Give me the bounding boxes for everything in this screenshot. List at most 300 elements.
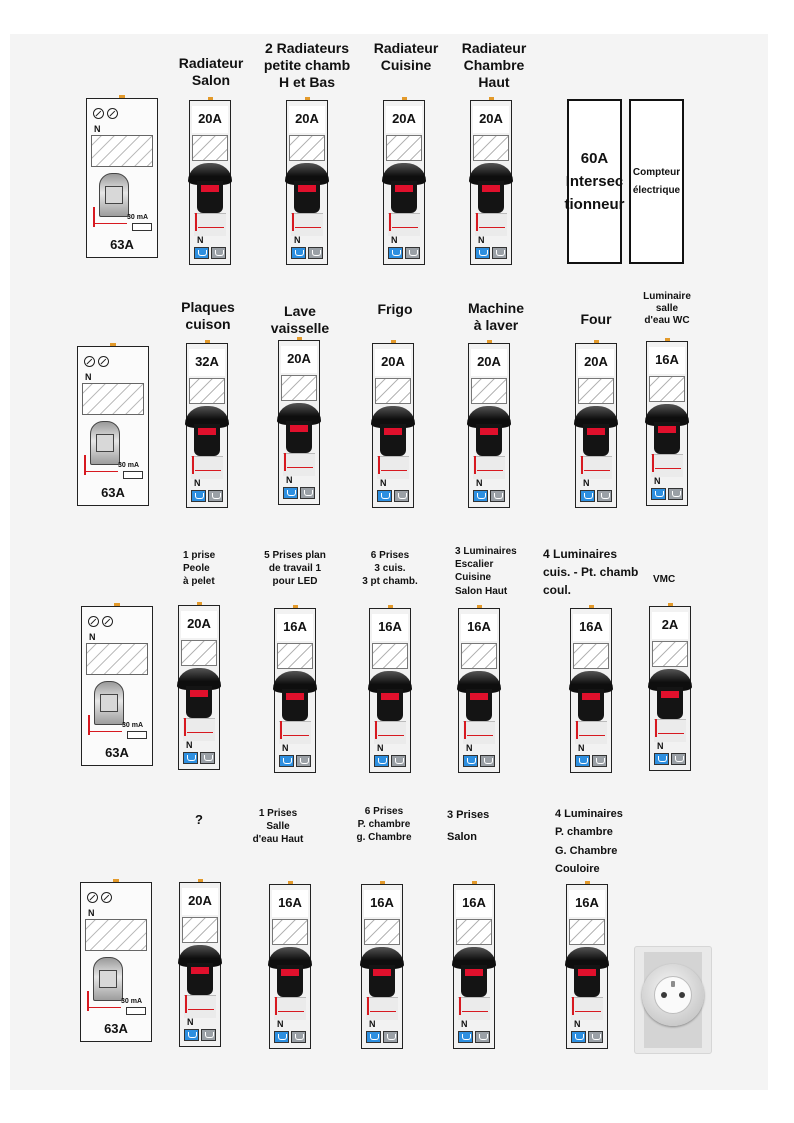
- differential-rating: 63A: [104, 1021, 128, 1036]
- clip: [391, 340, 396, 343]
- neutral-mark: N: [461, 1019, 468, 1029]
- differential-breaker-row1: [86, 98, 158, 258]
- brand-mark: [278, 1011, 304, 1012]
- brand-mark: [584, 470, 610, 471]
- clip: [380, 881, 385, 884]
- neutral-mark: N: [654, 476, 661, 486]
- sensitivity-label: 30 mA: [127, 214, 149, 221]
- trip-indicator: [201, 185, 219, 192]
- terminal-icon: [291, 247, 306, 259]
- red-mark: [284, 453, 286, 471]
- clip: [113, 879, 119, 882]
- window: [471, 378, 507, 404]
- sensitivity-label: 30 mA: [118, 462, 140, 469]
- terminal-icon: [388, 247, 403, 259]
- circuit-label: Frigo: [377, 301, 413, 317]
- circuit-label: Radiateur Chambre Haut: [461, 40, 527, 90]
- red-mark: [184, 718, 186, 736]
- breaker-body: [571, 997, 603, 1020]
- neutral-mark: N: [578, 743, 585, 753]
- sensitivity-label: 30 mA: [122, 722, 144, 729]
- red-mark: [581, 456, 583, 474]
- trip-indicator: [582, 693, 600, 700]
- breaker-rating: 16A: [272, 890, 308, 917]
- clip: [119, 95, 125, 98]
- trip-indicator: [198, 428, 216, 435]
- window: [182, 917, 218, 943]
- terminal-icon: [580, 490, 595, 502]
- window: [473, 135, 509, 161]
- clip: [110, 343, 116, 346]
- terminal-icon: [458, 1031, 473, 1043]
- screw-icon: [101, 892, 112, 903]
- window: [277, 643, 313, 669]
- clip: [388, 605, 393, 608]
- window: [372, 643, 408, 669]
- circuit-label: 3 Luminaires Escalier Cuisine Salon Haut: [455, 546, 517, 597]
- circuit-breaker: [566, 884, 608, 1049]
- red-mark: [375, 721, 377, 739]
- circuit-label: 4 Luminaires P. chambre G. Chambre Couloire: [555, 808, 623, 876]
- terminal-icon: [191, 490, 206, 502]
- circuit-label: 6 Prises 3 cuis. 3 pt chamb.: [362, 550, 418, 588]
- brand-mark: [198, 227, 224, 228]
- breaker-body: [184, 995, 216, 1018]
- breaker-rating: 20A: [192, 106, 228, 133]
- red-mark: [476, 213, 478, 231]
- red-mark: [192, 456, 194, 474]
- brand-mark: [95, 219, 127, 224]
- clip: [293, 605, 298, 608]
- brand-mark: [195, 470, 221, 471]
- neutral-mark: N: [583, 478, 590, 488]
- screw-icon: [93, 108, 104, 119]
- red-mark: [93, 207, 95, 227]
- red-mark: [275, 997, 277, 1015]
- breaker-body: [580, 456, 612, 479]
- terminal-icon: [291, 1031, 306, 1043]
- circuit-label: Radiateur Salon: [178, 55, 244, 88]
- circuit-label: 5 Prises plan de travail 1 pour LED: [264, 550, 326, 588]
- window: [386, 135, 422, 161]
- brand-mark: [188, 1009, 214, 1010]
- circuit-breaker: [369, 608, 411, 773]
- terminal-screws: [88, 616, 113, 630]
- red-mark: [195, 213, 197, 231]
- red-mark: [84, 455, 86, 475]
- breaker-body: [377, 456, 409, 479]
- terminal-icon: [383, 1031, 398, 1043]
- socket-face: [654, 976, 692, 1014]
- earth-pin-icon: [671, 981, 675, 987]
- meter-box: Compteur électrique: [629, 99, 684, 264]
- clip: [585, 881, 590, 884]
- red-mark: [87, 991, 89, 1011]
- breaker-rating: 20A: [386, 106, 422, 133]
- terminal-icon: [571, 1031, 586, 1043]
- red-mark: [280, 721, 282, 739]
- trip-indicator: [190, 690, 208, 697]
- neutral-mark: N: [197, 235, 204, 245]
- circuit-breaker: [646, 341, 688, 506]
- terminal-icon: [201, 1029, 216, 1041]
- breaker-rating: 20A: [375, 349, 411, 376]
- circuit-label: 6 Prises P. chambre g. Chambre: [356, 806, 412, 844]
- trip-indicator: [281, 969, 299, 976]
- clip: [668, 603, 673, 606]
- circuit-breaker: [189, 100, 231, 265]
- breaker-rating: 20A: [471, 349, 507, 376]
- clip: [487, 340, 492, 343]
- terminal-icon: [588, 1031, 603, 1043]
- circuit-breaker: [458, 608, 500, 773]
- breaker-rating: 20A: [181, 611, 217, 638]
- brand-mark: [283, 735, 309, 736]
- circuit-breaker: [575, 343, 617, 508]
- terminal-icon: [283, 487, 298, 499]
- window: [91, 135, 153, 167]
- clip: [114, 603, 120, 606]
- breaker-rating: 16A: [649, 347, 685, 374]
- neutral-mark: N: [186, 740, 193, 750]
- terminal-icon: [300, 487, 315, 499]
- differential-breaker-row3: [81, 606, 153, 766]
- terminal-icon: [296, 755, 311, 767]
- clip: [594, 340, 599, 343]
- trip-indicator: [658, 426, 676, 433]
- circuit-breaker: [278, 340, 320, 505]
- clip: [288, 881, 293, 884]
- terminal-icon: [405, 247, 420, 259]
- breaker-rating: 20A: [289, 106, 325, 133]
- red-mark: [464, 721, 466, 739]
- window: [578, 378, 614, 404]
- differential-rating: 63A: [105, 745, 129, 760]
- breaker-rating: 32A: [189, 349, 225, 376]
- terminal-icon: [184, 1029, 199, 1041]
- terminal-icon: [473, 490, 488, 502]
- terminal-icon: [308, 247, 323, 259]
- trip-indicator: [286, 693, 304, 700]
- breaker-rating: 16A: [456, 890, 492, 917]
- terminal-icon: [391, 755, 406, 767]
- neutral-mark: N: [88, 908, 95, 918]
- breaker-rating: 16A: [461, 614, 497, 641]
- socket-outlet-icon: [634, 946, 712, 1054]
- neutral-mark: N: [574, 1019, 581, 1029]
- neutral-mark: N: [94, 124, 101, 134]
- clip: [665, 338, 670, 341]
- breaker-body: [194, 213, 226, 236]
- brand-mark: [477, 470, 503, 471]
- breaker-body: [183, 718, 215, 741]
- lever-icon: [94, 681, 124, 725]
- terminal-icon: [475, 247, 490, 259]
- circuit-label: 2 Radiateurs petite chamb H et Bas: [263, 40, 351, 90]
- breaker-rating: 20A: [281, 346, 317, 373]
- terminal-icon: [597, 490, 612, 502]
- neutral-mark: N: [478, 235, 485, 245]
- red-mark: [576, 721, 578, 739]
- neutral-mark: N: [391, 235, 398, 245]
- circuit-breaker: [286, 100, 328, 265]
- terminal-icon: [480, 755, 495, 767]
- brand-mark: [381, 470, 407, 471]
- circuit-breaker: [361, 884, 403, 1049]
- terminal-icon: [200, 752, 215, 764]
- terminal-icon: [183, 752, 198, 764]
- brand-mark: [187, 732, 213, 733]
- circuit-breaker: [570, 608, 612, 773]
- neutral-mark: N: [194, 478, 201, 488]
- trip-indicator: [395, 185, 413, 192]
- circuit-breaker: [178, 605, 220, 770]
- neutral-mark: N: [466, 743, 473, 753]
- brand-mark: [378, 735, 404, 736]
- brand-mark: [370, 1011, 396, 1012]
- brand-mark: [658, 733, 684, 734]
- terminal-icon: [475, 1031, 490, 1043]
- brand-mark: [392, 227, 418, 228]
- circuit-breaker: [274, 608, 316, 773]
- red-mark: [389, 213, 391, 231]
- circuit-breaker: [453, 884, 495, 1049]
- lever-icon: [90, 421, 120, 465]
- circuit-label: Plaques cuison: [181, 299, 235, 332]
- screw-icon: [107, 108, 118, 119]
- red-mark: [474, 456, 476, 474]
- terminal-icon: [668, 488, 683, 500]
- clip: [297, 337, 302, 340]
- window: [375, 378, 411, 404]
- terminal-icon: [208, 490, 223, 502]
- brand-mark: [579, 735, 605, 736]
- terminal-icon: [279, 755, 294, 767]
- brand-mark: [575, 1011, 601, 1012]
- socket-hole-icon: [661, 992, 667, 998]
- main-switch-box: 60A Intersec tionneur: [567, 99, 622, 264]
- red-mark: [378, 456, 380, 474]
- trip-indicator: [482, 185, 500, 192]
- brand-mark: [89, 1003, 121, 1008]
- test-button: [132, 223, 152, 231]
- lever-icon: [93, 957, 123, 1001]
- clip: [208, 97, 213, 100]
- brand-mark: [655, 468, 681, 469]
- breaker-body: [475, 213, 507, 236]
- neutral-mark: N: [282, 743, 289, 753]
- trip-indicator: [480, 428, 498, 435]
- window: [649, 376, 685, 402]
- neutral-mark: N: [476, 478, 483, 488]
- neutral-mark: N: [369, 1019, 376, 1029]
- brand-mark: [462, 1011, 488, 1012]
- circuit-label: 4 Luminaires cuis. - Pt. chamb coul.: [543, 547, 639, 597]
- terminal-icon: [654, 753, 669, 765]
- clip: [205, 340, 210, 343]
- neutral-mark: N: [277, 1019, 284, 1029]
- breaker-body: [473, 456, 505, 479]
- neutral-mark: N: [286, 475, 293, 485]
- circuit-label: Radiateur Cuisine: [373, 40, 439, 73]
- window: [189, 378, 225, 404]
- breaker-rating: 20A: [182, 888, 218, 915]
- window: [281, 375, 317, 401]
- brand-mark: [90, 727, 122, 732]
- red-mark: [292, 213, 294, 231]
- socket-hole-icon: [679, 992, 685, 998]
- circuit-label: 1 Prises Salle d'eau Haut: [252, 808, 304, 846]
- circuit-breaker: [186, 343, 228, 508]
- neutral-mark: N: [657, 741, 664, 751]
- breaker-rating: 20A: [473, 106, 509, 133]
- window: [82, 383, 144, 415]
- breaker-body: [388, 213, 420, 236]
- terminal-icon: [463, 755, 478, 767]
- breaker-body: [654, 719, 686, 742]
- breaker-body: [291, 213, 323, 236]
- breaker-body: [366, 997, 398, 1020]
- terminal-icon: [366, 1031, 381, 1043]
- brand-mark: [86, 467, 118, 472]
- red-mark: [572, 997, 574, 1015]
- clip: [589, 605, 594, 608]
- circuit-label: 3 Prises Salon: [447, 809, 490, 843]
- breaker-rating: 16A: [277, 614, 313, 641]
- trip-indicator: [578, 969, 596, 976]
- circuit-breaker: [649, 606, 691, 771]
- test-button: [127, 731, 147, 739]
- red-mark: [185, 995, 187, 1013]
- clip: [402, 97, 407, 100]
- neutral-mark: N: [85, 372, 92, 382]
- terminal-screws: [93, 108, 118, 122]
- breaker-rating: 16A: [372, 614, 408, 641]
- window: [652, 641, 688, 667]
- clip: [477, 605, 482, 608]
- trip-indicator: [290, 425, 308, 432]
- window: [85, 919, 147, 951]
- window: [573, 643, 609, 669]
- window: [364, 919, 400, 945]
- breaker-body: [274, 997, 306, 1020]
- circuit-label: VMC: [653, 574, 676, 585]
- terminal-icon: [274, 1031, 289, 1043]
- window: [289, 135, 325, 161]
- red-mark: [652, 454, 654, 472]
- breaker-body: [463, 721, 495, 744]
- window: [86, 643, 148, 675]
- window: [181, 640, 217, 666]
- circuit-breaker: [468, 343, 510, 508]
- terminal-screws: [84, 356, 109, 370]
- screw-icon: [87, 892, 98, 903]
- circuit-breaker: [383, 100, 425, 265]
- circuit-label: Lave vaisselle: [270, 303, 330, 336]
- terminal-icon: [492, 247, 507, 259]
- window: [272, 919, 308, 945]
- clip: [197, 602, 202, 605]
- clip: [198, 879, 203, 882]
- screw-icon: [88, 616, 99, 627]
- breaker-rating: 16A: [364, 890, 400, 917]
- screw-icon: [98, 356, 109, 367]
- window: [569, 919, 605, 945]
- window: [456, 919, 492, 945]
- brand-mark: [287, 467, 313, 468]
- terminal-icon: [592, 755, 607, 767]
- red-mark: [459, 997, 461, 1015]
- breaker-body: [651, 454, 683, 477]
- screw-icon: [84, 356, 95, 367]
- trip-indicator: [465, 969, 483, 976]
- window: [461, 643, 497, 669]
- trip-indicator: [587, 428, 605, 435]
- circuit-breaker: [470, 100, 512, 265]
- breaker-body: [279, 721, 311, 744]
- neutral-mark: N: [187, 1017, 194, 1027]
- brand-mark: [295, 227, 321, 228]
- neutral-mark: N: [377, 743, 384, 753]
- trip-indicator: [384, 428, 402, 435]
- terminal-screws: [87, 892, 112, 906]
- socket-plate: [642, 964, 704, 1026]
- lever-icon: [99, 173, 129, 217]
- breaker-rating: 16A: [573, 614, 609, 641]
- breaker-body: [575, 721, 607, 744]
- circuit-label: Luminaire salle d'eau WC: [643, 291, 691, 326]
- trip-indicator: [661, 691, 679, 698]
- circuit-breaker: [179, 882, 221, 1047]
- red-mark: [367, 997, 369, 1015]
- red-mark: [655, 719, 657, 737]
- differential-breaker-row2: [77, 346, 149, 506]
- terminal-icon: [374, 755, 389, 767]
- window: [192, 135, 228, 161]
- circuit-breaker: [372, 343, 414, 508]
- breaker-rating: 20A: [578, 349, 614, 376]
- breaker-body: [458, 997, 490, 1020]
- trip-indicator: [191, 967, 209, 974]
- breaker-rating: 2A: [652, 612, 688, 639]
- differential-breaker-row4: [80, 882, 152, 1042]
- terminal-icon: [194, 247, 209, 259]
- red-mark: [88, 715, 90, 735]
- circuit-breaker: [269, 884, 311, 1049]
- trip-indicator: [298, 185, 316, 192]
- circuit-label: Machine à laver: [467, 300, 525, 333]
- screw-icon: [102, 616, 113, 627]
- neutral-mark: N: [89, 632, 96, 642]
- test-button: [126, 1007, 146, 1015]
- terminal-icon: [211, 247, 226, 259]
- breaker-body: [283, 453, 315, 476]
- trip-indicator: [381, 693, 399, 700]
- breaker-body: [374, 721, 406, 744]
- brand-mark: [467, 735, 493, 736]
- circuit-label: Four: [580, 311, 612, 327]
- brand-mark: [479, 227, 505, 228]
- clip: [305, 97, 310, 100]
- test-button: [123, 471, 143, 479]
- terminal-icon: [394, 490, 409, 502]
- terminal-icon: [651, 488, 666, 500]
- neutral-mark: N: [294, 235, 301, 245]
- circuit-label: ?: [195, 812, 203, 827]
- terminal-icon: [377, 490, 392, 502]
- breaker-body: [191, 456, 223, 479]
- terminal-icon: [671, 753, 686, 765]
